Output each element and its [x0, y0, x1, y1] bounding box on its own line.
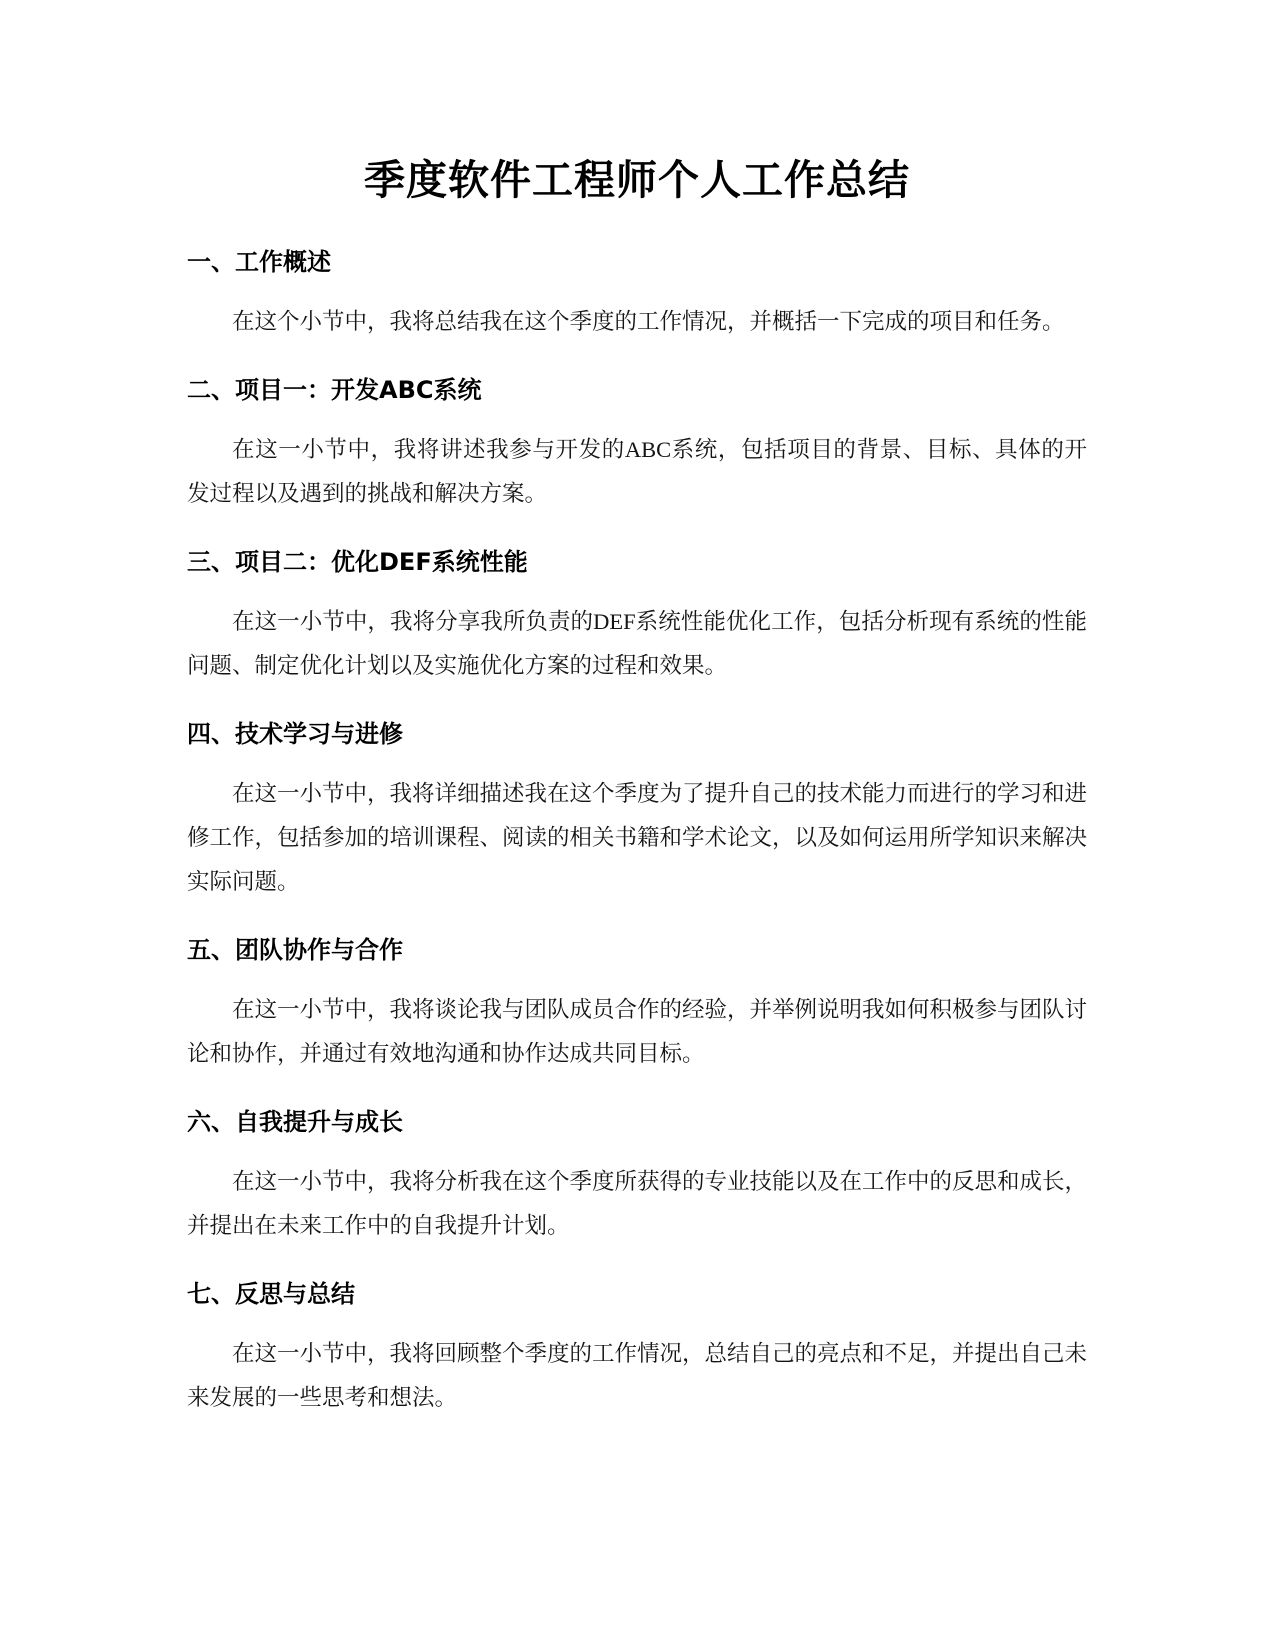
section-heading: 二、项目一：开发ABC系统 — [187, 376, 482, 404]
section-teamwork — [187, 932, 1087, 1076]
document-title: 季度软件工程师个人工作总结 — [364, 156, 910, 204]
document-page — [187, 150, 1087, 1420]
section-heading: 七、反思与总结 — [187, 1280, 355, 1308]
section-body: 在这一小节中，我将详细描述我在这个季度为了提升自己的技术能力而进行的学习和进修工作，包括参加的培训课程、阅读的相关书籍和学术论文，以及如何运用所学知识来解决实际问题。 — [187, 781, 1088, 894]
section-body: 在这个小节中，我将总结我在这个季度的工作情况，并概括一下完成的项目和任务。 — [232, 309, 1065, 334]
section-self-growth — [187, 1104, 1087, 1248]
section-heading: 一、工作概述 — [187, 248, 331, 276]
section-heading: 三、项目二：优化DEF系统性能 — [187, 548, 528, 576]
section-body: 在这一小节中，我将分享我所负责的DEF系统性能优化工作，包括分析现有系统的性能问题、制定优化计划以及实施优化方案的过程和效果。 — [187, 609, 1087, 678]
section-body: 在这一小节中，我将讲述我参与开发的ABC系统，包括项目的背景、目标、具体的开发过程以及遇到的挑战和解决方案。 — [187, 437, 1087, 506]
section-heading: 六、自我提升与成长 — [187, 1108, 403, 1136]
section-body: 在这一小节中，我将回顾整个季度的工作情况，总结自己的亮点和不足，并提出自己未来发展的一些思考和想法。 — [187, 1341, 1088, 1410]
section-body: 在这一小节中，我将谈论我与团队成员合作的经验，并举例说明我如何积极参与团队讨论和协作，并通过有效地沟通和协作达成共同目标。 — [187, 997, 1088, 1066]
section-tech-learning — [187, 716, 1087, 904]
section-project-abc — [187, 372, 1087, 516]
section-work-overview — [187, 244, 1087, 344]
section-project-def — [187, 544, 1087, 688]
section-heading: 四、技术学习与进修 — [187, 720, 403, 748]
section-heading: 五、团队协作与合作 — [187, 936, 403, 964]
section-body: 在这一小节中，我将分析我在这个季度所获得的专业技能以及在工作中的反思和成长，并提出在未来工作中的自我提升计划。 — [187, 1169, 1088, 1238]
section-reflection — [187, 1276, 1087, 1420]
